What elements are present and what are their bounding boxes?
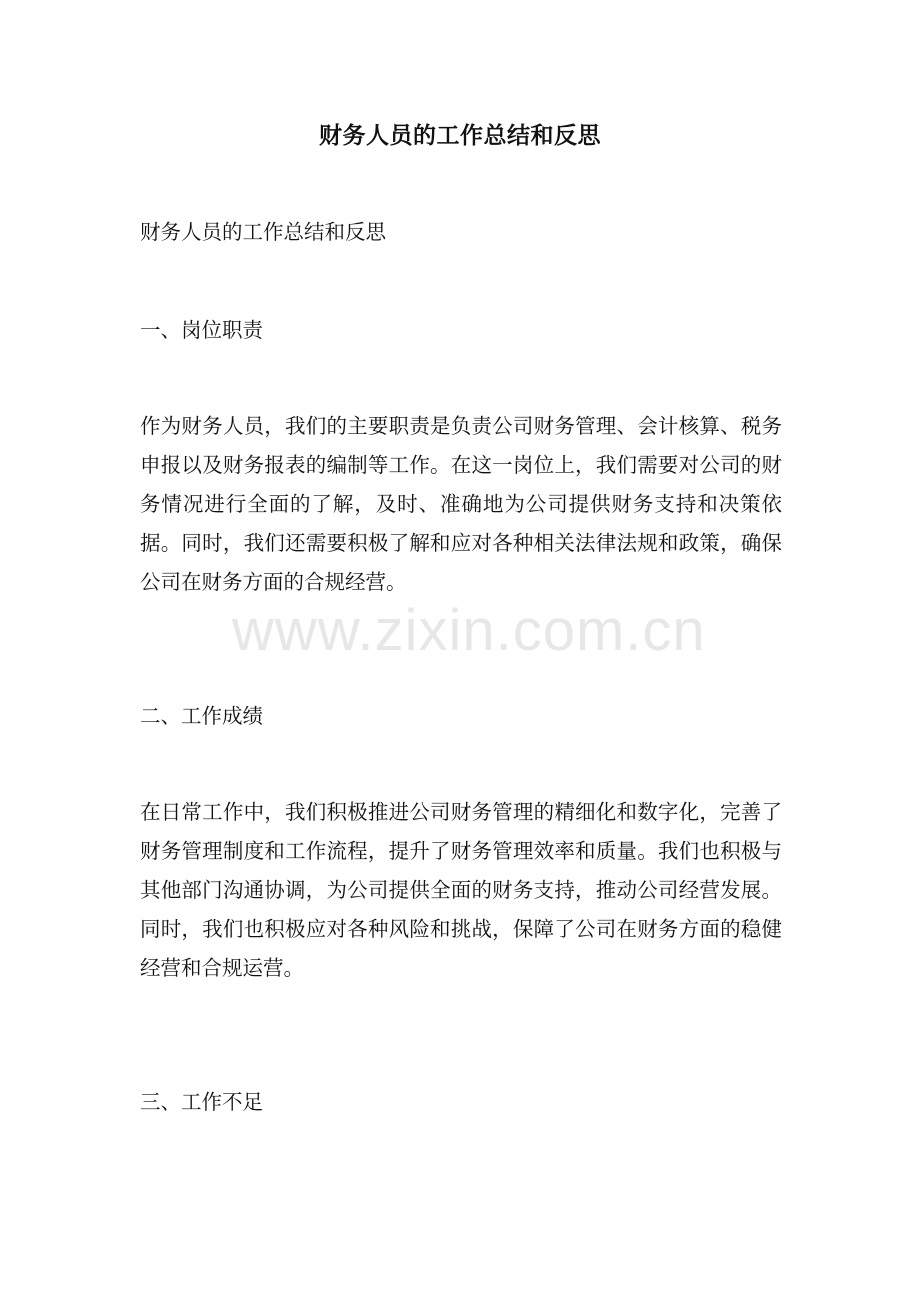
watermark-text: www.zixin.com.cn <box>232 598 706 663</box>
section-paragraph-duties: 作为财务人员，我们的主要职责是负责公司财务管理、会计核算、税务申报以及财务报表的编制等工作。在这一岗位上，我们需要对公司的财务情况进行全面的了解，及时、准确地为公司提供财务支持和决策依据。同时，我们还需要积极了解和应对各种相关法律法规和政策，确保公司在财务方面的合规经营。 <box>140 414 782 594</box>
section-heading-shortcomings: 三、工作不足 <box>140 1090 263 1114</box>
document-title: 财务人员的工作总结和反思 <box>319 122 601 149</box>
document-subtitle: 财务人员的工作总结和反思 <box>140 220 386 244</box>
section-paragraph-achievements: 在日常工作中，我们积极推进公司财务管理的精细化和数字化，完善了财务管理制度和工作流程，提升了财务管理效率和质量。我们也积极与其他部门沟通协调，为公司提供全面的财务支持，推动公司经营发展。同时，我们也积极应对各种风险和挑战，保障了公司在财务方面的稳健经营和合规运营。 <box>140 800 782 980</box>
section-heading-achievements: 二、工作成绩 <box>140 704 263 728</box>
section-heading-duties: 一、岗位职责 <box>140 318 263 342</box>
